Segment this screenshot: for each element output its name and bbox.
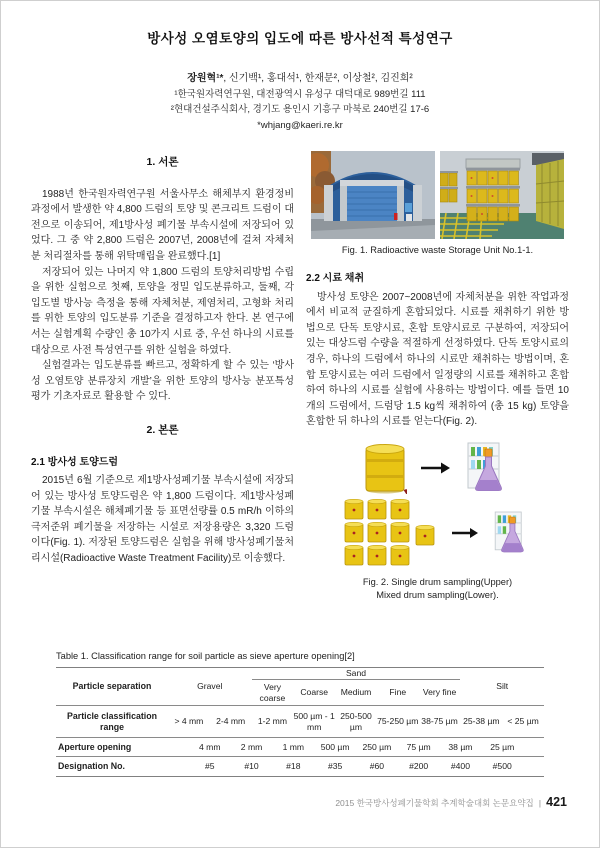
footer-separator: | bbox=[538, 798, 542, 808]
table-1-caption: Table 1. Classification range for soil particle as sieve aperture opening[2] bbox=[56, 651, 355, 661]
table-cell: #5 bbox=[204, 761, 215, 772]
header-sand: Sand bbox=[252, 668, 461, 680]
radioactive-drum-icon bbox=[363, 442, 407, 494]
table-cell: #10 bbox=[244, 761, 259, 772]
figure-2-caption-line-2: Mixed drum sampling(Lower). bbox=[376, 589, 499, 600]
header-particle-separation: Particle separation bbox=[72, 681, 152, 692]
first-author: 장원혁¹* bbox=[187, 73, 224, 84]
table-cell: #400 bbox=[450, 761, 470, 772]
table-cell: 25-38 µm bbox=[463, 716, 500, 727]
table-cell: 2 mm bbox=[240, 741, 263, 752]
left-column bbox=[31, 151, 294, 643]
sand-subheaders bbox=[252, 680, 461, 705]
corresponding-email: *whjang@kaeri.re.kr bbox=[257, 120, 343, 131]
right-column bbox=[306, 151, 569, 643]
designation-row bbox=[56, 757, 544, 776]
affiliation-2: ²현대건설주식회사, 경기도 용인시 기흥구 마북로 240번길 17-6 bbox=[170, 104, 430, 115]
section-2-1-paragraph: 2015년 6월 기준으로 제1방사성폐기물 부속시설에 저장되어 있는 방사성 토양드럼은 약 1,800 드럼이다. 제1방사성폐기물 부속시설은 해체폐기물 등 표면선량률 0.5 mR/h 이하의 극저준위 폐기물을 저장하는 시설로 저장용량은 3,320 드럼이다(Fig. 1). 저장된 토양드럼은 실험을 위해 방사성폐기물처리시설(Radioactive Waste Treatment Facility)로 이송했다. bbox=[31, 475, 294, 565]
intro-paragraph-2: 저장되어 있는 나머지 약 1,800 드럼의 토양처리방법 수립을 위한 실험으로 첫째, 토양을 정밀 입도분류하고, 둘째, 각 입도별 방사능 측정을 통해 자체처분, 제염처리, 고형화 처리를 위한 토양의 입도분류 기준을 결정하고자 한다. 본 연구에서는 실험계획 수량인 총 10가지 시료 중, 우선 하나의 시료를 대상으로 사전 특성연구를 위한 실험을 하였다. bbox=[31, 266, 294, 356]
section-2-1-heading: 2.1 방사성 토양드럼 bbox=[31, 456, 119, 468]
drum-grid-icon bbox=[343, 498, 439, 568]
arrow-right-icon bbox=[419, 461, 451, 475]
table-cell: #18 bbox=[286, 761, 301, 772]
header-silt: Silt bbox=[496, 681, 509, 692]
section-1-heading: 1. 서론 bbox=[146, 156, 179, 168]
coauthors: , 신기백¹, 홍대석¹, 한재문², 이상철², 김진희² bbox=[223, 73, 413, 84]
aperture-opening-row bbox=[56, 738, 544, 757]
mixed-drum-sampling-row bbox=[306, 498, 569, 568]
table-cell: 25 µm bbox=[490, 741, 515, 752]
table-header-row bbox=[56, 668, 544, 706]
arrow-right-icon bbox=[451, 527, 479, 539]
section-2-2-paragraph: 방사성 토양은 2007~2008년에 자체처분을 위한 작업과정에서 비교적 균질하게 혼합되었다. 시료를 채취하기 위한 방법으로 단독 토양시료, 혼합 토양시료로 구분하여, 저장되어 있는 대상드럼 수량을 적절하게 선정하였다. 단독 토양시료의 경우, 하나의 드럼에서 하나의 시료만 채취하는 방법이며, 혼합 토양시료는 여러 드럼에서 일정량의 시료를 채취하고 혼합하여 하나의 시료를 실험에 사용하는 방법이다. 예를 들면 10개의 드럼에서, 드럼당 1.5 kg씩 채취하여 (총 15 kg) 토양을 혼합한 뒤 하나의 시료를 얻는다(Fig. 2). bbox=[306, 291, 569, 428]
table-cell: 38-75 µm bbox=[421, 716, 458, 727]
storage-building-photo bbox=[311, 151, 435, 239]
table-cell: 4 mm bbox=[199, 741, 221, 752]
table-1 bbox=[56, 667, 544, 777]
page-number: 421 bbox=[546, 795, 567, 809]
figure-1 bbox=[306, 151, 569, 257]
table-cell: 1-2 mm bbox=[257, 716, 287, 727]
table-cell: 250 µm bbox=[362, 741, 392, 752]
header-gravel: Gravel bbox=[197, 681, 223, 692]
proceedings-title: 2015 한국방사성폐기물학회 추계학술대회 논문요약집 bbox=[335, 798, 534, 808]
page-footer bbox=[335, 795, 567, 809]
subheader-very-coarse: Very coarse bbox=[259, 682, 286, 703]
table-cell: 75 µm bbox=[406, 741, 431, 752]
paper-title: 방사성 오염토양의 입도에 따른 방사선적 특성연구 bbox=[147, 31, 453, 46]
intro-paragraph-3: 실험결과는 입도분류를 빠르고, 정확하게 할 수 있는 ‘방사성 오염토양 분류장치 개발’을 위한 토양의 방사능 분포특성평가 기초자료로 활용할 수 있다. bbox=[31, 360, 294, 403]
designation-label: Designation No. bbox=[58, 761, 125, 772]
drum-stack-photo bbox=[440, 151, 564, 239]
intro-paragraph-1: 1988년 한국원자력연구원 서울사무소 해체부지 환경정비 과정에서 발생한 약 4,800 드럼의 토양 및 콘크리트 드럼이 대전으로 이송되어, 제1방사성 폐기물 부속시설에 저장되어 있었다. 그 중 약 2,800 드럼은 2007년, 2008년에 걸쳐 자체처분 처리절차를 통해 위탁매립을 완료했다.[1] bbox=[31, 188, 294, 262]
section-2-2-heading: 2.2 시료 채취 bbox=[306, 273, 365, 284]
affiliation-1: ¹한국원자력연구원, 대전광역시 유성구 대덕대로 989번길 111 bbox=[174, 89, 426, 100]
figure-2 bbox=[306, 442, 569, 602]
table-cell: 75-250 µm bbox=[377, 716, 419, 727]
table-cell: #35 bbox=[327, 761, 343, 772]
table-cell: #200 bbox=[409, 761, 429, 772]
table-cell: 500 µm bbox=[320, 741, 350, 752]
table-cell: #60 bbox=[369, 761, 385, 772]
figure-1-photos bbox=[306, 151, 569, 239]
table-cell: #500 bbox=[492, 761, 512, 772]
body-columns bbox=[31, 151, 569, 643]
authors-line bbox=[31, 69, 569, 84]
section-2-heading: 2. 본론 bbox=[146, 423, 179, 436]
classification-label: Particle classification range bbox=[67, 711, 157, 732]
single-drum-sampling-row bbox=[306, 442, 569, 494]
table-cell: > 4 mm bbox=[174, 716, 204, 727]
table-cell: < 25 µm bbox=[507, 716, 539, 727]
figure-2-caption bbox=[306, 576, 569, 602]
table-cell: 38 µm bbox=[448, 741, 473, 752]
paper-header bbox=[31, 1, 569, 131]
table-cell: 1 mm bbox=[282, 741, 305, 752]
figure-2-caption-line-1: Fig. 2. Single drum sampling(Upper) bbox=[362, 576, 513, 587]
table-cell: 250-500 µm bbox=[340, 711, 372, 732]
flask-rack-icon bbox=[463, 442, 513, 494]
header-sand-group bbox=[252, 668, 461, 705]
figure-1-caption: Fig. 1. Radioactive waste Storage Unit No.1-1. bbox=[341, 245, 534, 255]
flask-rack-icon bbox=[491, 511, 533, 555]
subheader-medium: Medium bbox=[340, 687, 372, 698]
classification-range-row bbox=[56, 706, 544, 738]
subheader-coarse: Coarse bbox=[300, 687, 329, 698]
subheader-fine: Fine bbox=[389, 687, 407, 698]
table-cell: 2-4 mm bbox=[216, 716, 246, 727]
subheader-very-fine: Very fine bbox=[422, 687, 457, 698]
table-cell: 500 µm - 1 mm bbox=[293, 711, 335, 732]
table-1-section bbox=[31, 651, 569, 777]
aperture-label: Aperture opening bbox=[58, 741, 132, 752]
